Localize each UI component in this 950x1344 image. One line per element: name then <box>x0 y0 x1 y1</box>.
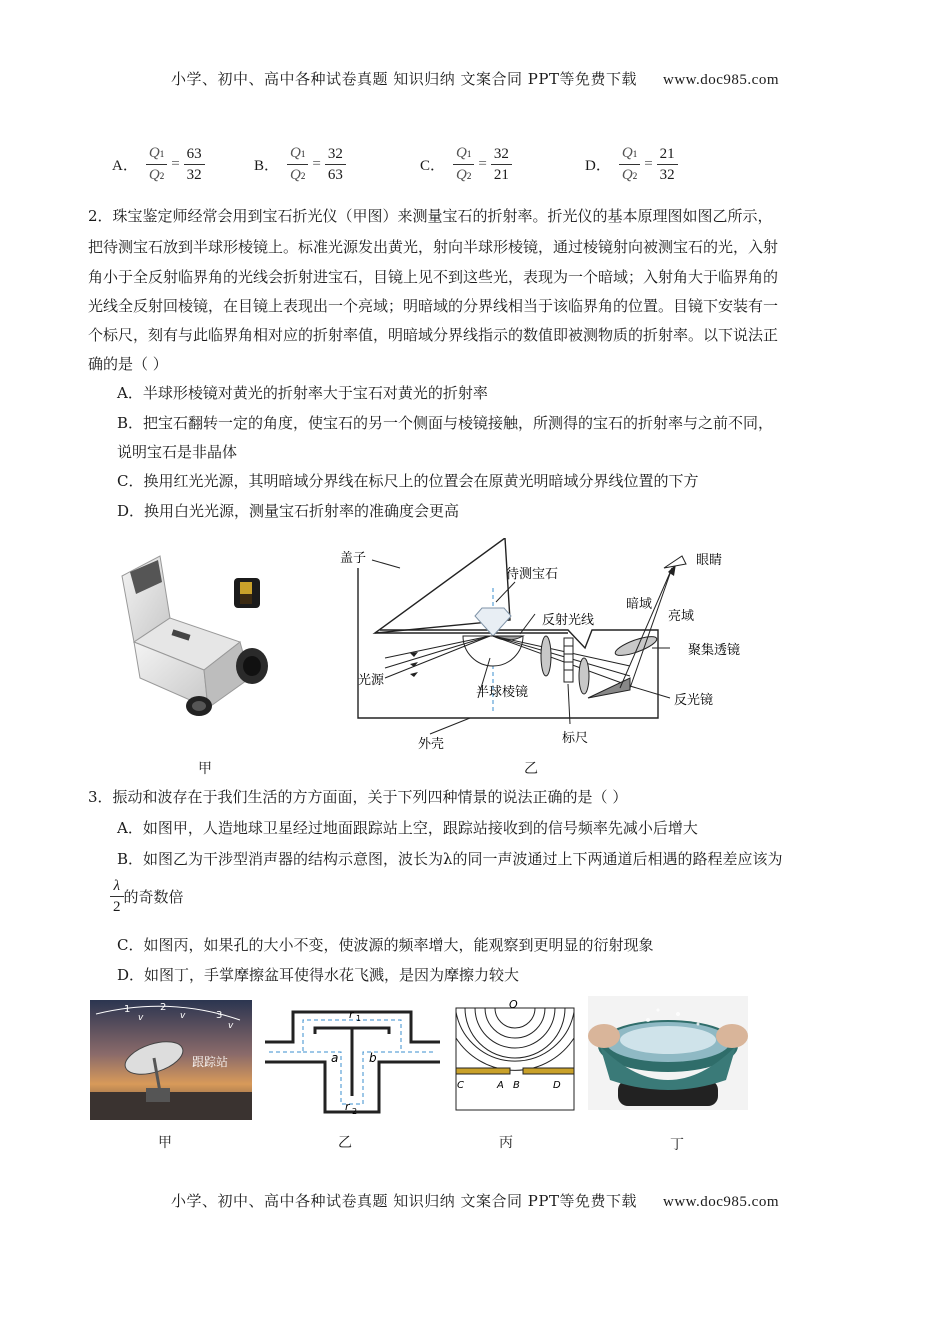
q2-stem-line: 把待测宝石放到半球形棱镜上。标准光源发出黄光，射向半球形棱镜，通过棱镜射向被测宝石的光，入射 <box>88 238 779 256</box>
basin-photo <box>588 996 748 1110</box>
label-prism: 半球棱镜 <box>476 685 529 700</box>
q2-option-c[interactable]: C．换用红光光源，其明暗域分界线在标尺上的位置会在原黄光明暗域分界线位置的下方 <box>117 472 699 490</box>
footer-site: www.doc985.com <box>662 1194 779 1210</box>
label-station: 跟踪站 <box>192 1055 229 1069</box>
q2-fig-yi-caption: 乙 <box>524 761 538 777</box>
header-text: 小学、初中、高中各种试卷真题 知识归纳 文案合同 PPT等免费下载 <box>170 70 637 88</box>
refractometer-diagram <box>330 538 770 750</box>
label-reflected: 反射光线 <box>542 613 595 628</box>
q1-option-a[interactable]: A． $\frac{Q1}{Q2}$ = $\frac{63}{32}$ <box>112 143 205 186</box>
muffler-diagram <box>265 1004 440 1120</box>
svg-text:b: b <box>369 1051 377 1065</box>
footer-text: 小学、初中、高中各种试卷真题 知识归纳 文案合同 PPT等免费下载 <box>170 1192 637 1210</box>
q2-stem-line: 2．珠宝鉴定师经常会用到宝石折光仪（甲图）来测量宝石的折射率。折光仪的基本原理图如图乙所示， <box>88 207 773 225</box>
q1-option-d[interactable]: D． $\frac{Q1}{Q2}$ = $\frac{21}{32}$ <box>585 143 678 186</box>
label-lens: 聚集透镜 <box>688 643 741 658</box>
q3-fig-ding-caption: 丁 <box>670 1137 684 1153</box>
q1-option-b[interactable]: B． $\frac{Q1}{Q2}$ = $\frac{32}{63}$ <box>254 143 346 186</box>
label-source: 光源 <box>358 673 385 688</box>
diffraction-diagram <box>455 998 575 1112</box>
q3-option-a[interactable]: A．如图甲，人造地球卫星经过地面跟踪站上空，跟踪站接收到的信号频率先减小后增大 <box>117 819 698 837</box>
q3-option-b[interactable]: B．如图乙为干涉型消声器的结构示意图，波长为λ的同一声波通过上下两通道后相遇的路程差应该为 <box>117 850 783 868</box>
label-gem: 待测宝石 <box>506 567 559 582</box>
q3-fig-yi-caption: 乙 <box>338 1135 352 1151</box>
svg-text:C: C <box>457 1080 464 1091</box>
q3-option-c[interactable]: C．如图丙，如果孔的大小不变，使波源的频率增大，能观察到更明显的衍射现象 <box>117 936 654 954</box>
q2-option-b[interactable]: B．把宝石翻转一定的角度，使宝石的另一个侧面与棱镜接触，所测得的宝石的折射率与之前不同， <box>117 414 774 432</box>
label-scale: 标尺 <box>562 731 589 746</box>
svg-text:1: 1 <box>356 1014 362 1023</box>
q2-stem-line: 个标尺，刻有与此临界角相对应的折射率值，明暗域分界线指示的数值即被测物质的折射率。以下说法正 <box>88 326 779 344</box>
q2-fig-jia-caption: 甲 <box>198 761 212 777</box>
q3-stem: 3．振动和波存在于我们生活的方方面面，关于下列四种情景的说法正确的是（ ） <box>88 788 628 806</box>
svg-text:3: 3 <box>216 1010 223 1021</box>
q2-option-b-cont: 说明宝石是非晶体 <box>117 443 238 461</box>
label-mirror: 反光镜 <box>674 693 714 708</box>
svg-text:A: A <box>497 1080 504 1091</box>
svg-text:r: r <box>345 1100 350 1113</box>
refractometer-photo <box>100 548 290 726</box>
q2-stem-line: 角小于全反射临界角的光线会折射进宝石，目镜上见不到这些光，表现为一个暗域；入射角大于临界角的 <box>88 268 779 286</box>
page-footer <box>0 1190 950 1211</box>
svg-text:O: O <box>509 998 518 1011</box>
svg-text:D: D <box>553 1080 561 1091</box>
tracking-station-photo <box>90 1000 252 1120</box>
svg-text:v: v <box>180 1011 186 1021</box>
q3-option-d[interactable]: D．如图丁，手掌摩擦盆耳使得水花飞溅，是因为摩擦力较大 <box>117 966 520 984</box>
lambda-over-2: $\frac{\lambda}{2}$ <box>110 876 124 917</box>
label-shell: 外壳 <box>418 737 445 750</box>
label-eye: 眼睛 <box>696 553 723 568</box>
svg-text:a: a <box>331 1051 339 1065</box>
svg-text:v: v <box>138 1013 144 1023</box>
svg-text:1: 1 <box>124 1004 131 1015</box>
q2-stem-line: 确的是（ ） <box>88 355 168 373</box>
svg-text:2: 2 <box>352 1107 358 1116</box>
q1-option-c[interactable]: C． $\frac{Q1}{Q2}$ = $\frac{32}{21}$ <box>420 143 512 186</box>
q2-stem-line: 光线全反射回棱镜，在目镜上表现出一个亮域；明暗域的分界线相当于该临界角的位置。目镜下安装有一 <box>88 297 779 315</box>
q2-option-d[interactable]: D．换用白光光源，测量宝石折射率的准确度会更高 <box>117 502 460 520</box>
page-header <box>0 68 950 89</box>
label-bright: 亮域 <box>668 609 695 624</box>
q2-option-a[interactable]: A．半球形棱镜对黄光的折射率大于宝石对黄光的折射率 <box>117 384 488 402</box>
label-lid: 盖子 <box>340 551 367 566</box>
q3-fig-bing-caption: 丙 <box>499 1135 513 1151</box>
q3-option-b-cont: $\frac{\lambda}{2}$ 的奇数倍 <box>110 876 184 917</box>
svg-text:v: v <box>228 1021 234 1031</box>
label-dark: 暗域 <box>626 597 653 612</box>
q3-fig-jia-caption: 甲 <box>158 1135 172 1151</box>
header-site: www.doc985.com <box>662 72 779 88</box>
svg-text:2: 2 <box>160 1002 167 1013</box>
svg-text:B: B <box>513 1080 520 1091</box>
svg-text:r: r <box>349 1008 354 1021</box>
